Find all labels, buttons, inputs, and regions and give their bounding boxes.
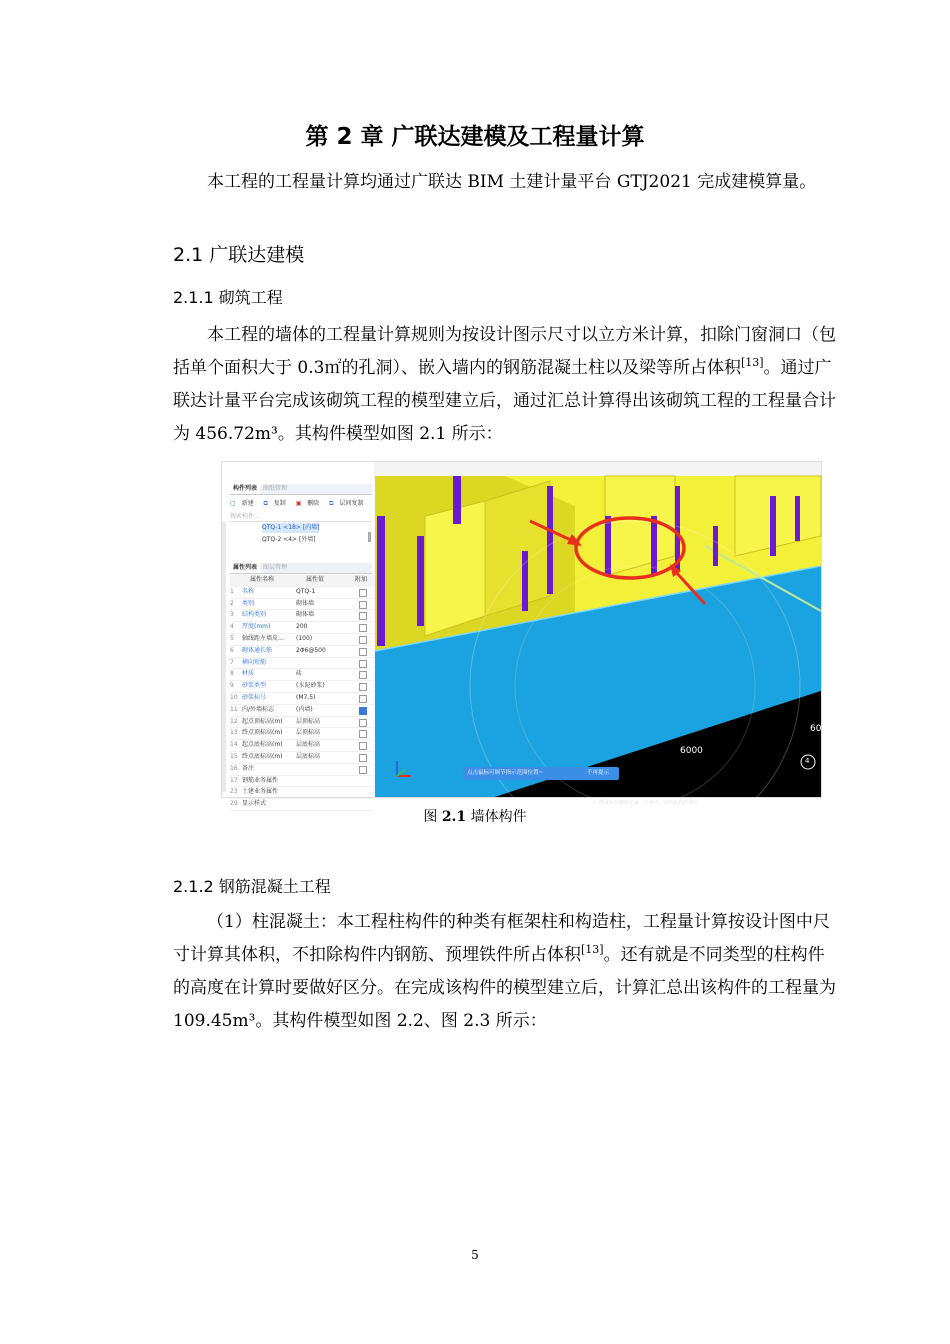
property-value[interactable]: 2Φ6@500 xyxy=(296,646,326,654)
copy-icon: ⧉ xyxy=(263,500,268,507)
tooltip-dismiss-link[interactable]: 不再提示 xyxy=(586,770,609,776)
property-value[interactable]: (M7.5) xyxy=(296,693,316,701)
property-row[interactable] xyxy=(230,622,374,634)
panel-scrollbar[interactable] xyxy=(222,522,226,792)
masonry-text-b: 。通过广联达计量平台完成该砌筑工程的模型建立后，通过汇总计算得出该砌筑工程的工程量合计为 456.72m³。其构件模型如图 2.1 所示： xyxy=(173,358,836,444)
header-value: 属性值 xyxy=(306,576,325,583)
component-search-input[interactable]: 搜索构件... xyxy=(230,512,370,522)
figure-2-1 xyxy=(221,461,822,808)
property-checkbox[interactable] xyxy=(359,719,367,727)
property-name: 终点底标高(m) xyxy=(242,752,283,760)
property-row[interactable] xyxy=(230,587,374,599)
column-mark xyxy=(605,516,611,576)
property-checkbox[interactable] xyxy=(359,648,367,656)
status-text: 按鼠标左键指定第一个角点，或拾取构件图元 xyxy=(598,800,699,806)
citation-ref: [13] xyxy=(581,943,604,956)
copy-label: 复制 xyxy=(273,500,286,507)
property-checkbox[interactable] xyxy=(359,589,367,597)
property-name: 显示样式 xyxy=(242,800,267,808)
property-checkbox[interactable] xyxy=(359,707,367,715)
status-line xyxy=(593,799,699,806)
property-name: 起点顶标高(m) xyxy=(242,717,283,725)
caption-text: 墙体构件 xyxy=(466,809,527,825)
column-mark xyxy=(377,516,385,646)
axis-marker-4: 4 xyxy=(805,757,810,765)
property-row[interactable] xyxy=(230,681,374,693)
property-index: 7 xyxy=(230,658,234,666)
figure-caption xyxy=(0,806,950,826)
property-value[interactable]: 层底标高 xyxy=(296,741,321,749)
component-item-qtq2[interactable]: QTQ-2 <4> [外墙] xyxy=(262,536,316,543)
tab-property-list[interactable]: 属性列表 xyxy=(230,563,260,573)
tab-layer-management[interactable]: 图层管理 xyxy=(263,564,288,571)
delete-label: 删除 xyxy=(307,500,320,507)
wall-model-scene xyxy=(375,476,821,797)
column-mark xyxy=(547,486,553,594)
property-name: 土建业务属性 xyxy=(242,788,279,796)
property-name: 厚度(mm) xyxy=(242,623,271,631)
property-value[interactable]: 砖 xyxy=(296,670,303,678)
tab-component-list[interactable]: 构件列表 xyxy=(230,484,260,494)
property-row[interactable] xyxy=(230,599,374,611)
column-mark xyxy=(522,551,528,611)
property-checkbox[interactable] xyxy=(359,683,367,691)
property-name: 钢筋业务属性 xyxy=(242,776,279,784)
concrete-text-a: （1）柱混凝土：本工程柱构件的种类有框架柱和构造柱，工程量计算按设计图中尺寸计算其体积，不扣除构件内钢筋、预埋铁件所占体积 xyxy=(173,912,830,965)
property-value[interactable]: 层底标高 xyxy=(296,752,321,760)
property-tabs xyxy=(230,563,372,574)
property-value[interactable]: 层顶标高 xyxy=(296,729,321,737)
property-row[interactable] xyxy=(230,646,374,658)
new-icon: ▢ xyxy=(230,500,236,507)
column-mark xyxy=(417,536,424,626)
layer-copy-icon: ⧉ xyxy=(329,500,334,507)
header-extra: 附加 xyxy=(355,576,368,583)
property-row[interactable] xyxy=(230,740,374,752)
copy-button[interactable] xyxy=(264,500,290,507)
property-row[interactable] xyxy=(230,717,374,729)
property-index: 9 xyxy=(230,682,234,690)
property-name: 砂浆类型 xyxy=(242,682,267,690)
property-name: 类别 xyxy=(242,599,255,607)
partition-wall-2 xyxy=(485,481,550,616)
property-checkbox[interactable] xyxy=(359,695,367,703)
property-row[interactable] xyxy=(230,764,374,776)
masonry-paragraph xyxy=(173,319,838,451)
property-table xyxy=(230,575,374,811)
concrete-paragraph xyxy=(173,906,838,1038)
property-name: 砌体通长筋 xyxy=(242,646,273,654)
caption-prefix: 图 xyxy=(423,809,442,825)
property-row[interactable] xyxy=(230,705,374,717)
property-row[interactable] xyxy=(230,752,374,764)
column-mark xyxy=(795,496,800,541)
section-heading-2-1-1: 2.1.1 砌筑工程 xyxy=(173,288,283,307)
tab-drawing-management[interactable]: 图纸管理 xyxy=(263,485,288,492)
property-row[interactable] xyxy=(230,728,374,740)
property-value[interactable]: 砌体墙 xyxy=(296,599,315,607)
property-value[interactable]: 砌体墙 xyxy=(296,611,315,619)
property-index: 3 xyxy=(230,611,234,619)
property-checkbox[interactable] xyxy=(359,730,367,738)
property-row[interactable] xyxy=(230,776,374,788)
property-checkbox[interactable] xyxy=(359,742,367,750)
property-index: 14 xyxy=(230,741,238,749)
property-index: 2 xyxy=(230,599,234,607)
property-index: 5 xyxy=(230,634,234,642)
column-mark xyxy=(770,496,776,556)
property-row[interactable] xyxy=(230,658,374,670)
property-index: 8 xyxy=(230,670,234,678)
dimension-label-60: 60 xyxy=(810,724,822,734)
layer-copy-button[interactable] xyxy=(329,500,367,507)
intro-paragraph: 本工程的工程量计算均通过广联达 BIM 土建计量平台 GTJ2021 完成建模算量。 xyxy=(207,172,817,192)
property-name: 结构类别 xyxy=(242,611,267,619)
property-index: 6 xyxy=(230,646,234,654)
property-table-header xyxy=(230,575,374,587)
property-name: 砂浆标号 xyxy=(242,693,267,701)
column-mark xyxy=(453,476,461,524)
property-index: 29 xyxy=(230,800,238,808)
property-index: 15 xyxy=(230,752,238,760)
property-row[interactable] xyxy=(230,669,374,681)
property-index: 1 xyxy=(230,587,234,595)
component-tabs xyxy=(230,484,372,495)
delete-button[interactable] xyxy=(296,500,324,507)
property-name: 终点顶标高(m) xyxy=(242,729,283,737)
column-mark xyxy=(713,526,718,566)
header-name: 属性名称 xyxy=(250,576,275,583)
property-index: 10 xyxy=(230,693,238,701)
property-checkbox[interactable] xyxy=(359,636,367,644)
property-name: 轴线距左墙皮... xyxy=(242,634,284,642)
property-value[interactable]: 200 xyxy=(296,623,308,631)
property-index: 4 xyxy=(230,623,234,631)
property-name: 材质 xyxy=(242,670,255,678)
property-checkbox[interactable] xyxy=(359,660,367,668)
layer-copy-label: 层间复制 xyxy=(339,500,364,507)
property-checkbox[interactable] xyxy=(359,671,367,679)
left-panel xyxy=(222,462,374,808)
concrete-text-b: 。还有就是不同类型的柱构件的高度在计算时要做好区分。在完成该构件的模型建立后，计算汇总出该构件的工程量为 109.45m³。其构件模型如图 2.2、图 2.3 所示： xyxy=(173,945,836,1031)
list-scrollbar-thumb[interactable] xyxy=(368,532,371,542)
chapter-title: 第 2 章 广联达建模及工程量计算 xyxy=(305,124,645,150)
new-label: 新建 xyxy=(241,500,254,507)
caption-number: 2.1 xyxy=(441,809,467,825)
section-heading-2-1: 2.1 广联达建模 xyxy=(173,244,305,266)
property-checkbox[interactable] xyxy=(359,601,367,609)
property-name: 内/外墙标志 xyxy=(242,705,275,713)
property-row[interactable] xyxy=(230,634,374,646)
property-index: 17 xyxy=(230,776,238,784)
property-value[interactable]: (水泥砂浆) xyxy=(296,682,325,690)
component-toolbar xyxy=(230,499,371,509)
page-number: 5 xyxy=(471,1248,479,1262)
property-checkbox[interactable] xyxy=(359,754,367,762)
citation-ref: [13] xyxy=(740,356,764,369)
property-value[interactable]: QTQ-1 xyxy=(296,587,316,595)
trash-icon: ▣ xyxy=(295,500,302,507)
property-value[interactable]: (100) xyxy=(296,634,313,642)
section-heading-2-1-2: 2.1.2 钢筋混凝土工程 xyxy=(173,877,331,896)
3d-viewport[interactable] xyxy=(375,476,822,806)
new-button[interactable] xyxy=(230,500,258,507)
property-name: 横向短筋 xyxy=(242,658,267,666)
tooltip-text: 点击鼠标可调节指示范围位置~ xyxy=(467,770,544,776)
property-row[interactable] xyxy=(230,693,374,705)
property-checkbox[interactable] xyxy=(359,766,367,774)
property-index: 23 xyxy=(230,788,238,796)
property-index: 16 xyxy=(230,764,238,772)
component-item-qtq1[interactable]: QTQ-1 <18> [内墙] xyxy=(262,524,320,531)
property-name: 起点底标高(m) xyxy=(242,741,283,749)
masonry-text-a: 本工程的墙体的工程量计算规则为按设计图示尺寸以立方米计算，扣除门窗洞口（包括单个面积大于 0.3㎡的孔洞）、嵌入墙内的钢筋混凝土柱以及梁等所占体积 xyxy=(173,325,836,378)
property-row[interactable] xyxy=(230,610,374,622)
property-index: 12 xyxy=(230,717,238,725)
property-value[interactable]: (内墙) xyxy=(296,705,313,713)
pointer-icon: ↖ xyxy=(593,800,598,806)
property-value[interactable]: 层顶标高 xyxy=(296,717,321,725)
property-name: 名称 xyxy=(242,587,255,595)
dimension-label-6000: 6000 xyxy=(680,746,703,756)
property-checkbox[interactable] xyxy=(359,624,367,632)
property-row[interactable] xyxy=(230,787,374,799)
property-name: 备注 xyxy=(242,764,255,772)
property-index: 11 xyxy=(230,705,238,713)
property-checkbox[interactable] xyxy=(359,612,367,620)
viewport-tooltip[interactable] xyxy=(463,767,619,780)
property-index: 13 xyxy=(230,729,238,737)
